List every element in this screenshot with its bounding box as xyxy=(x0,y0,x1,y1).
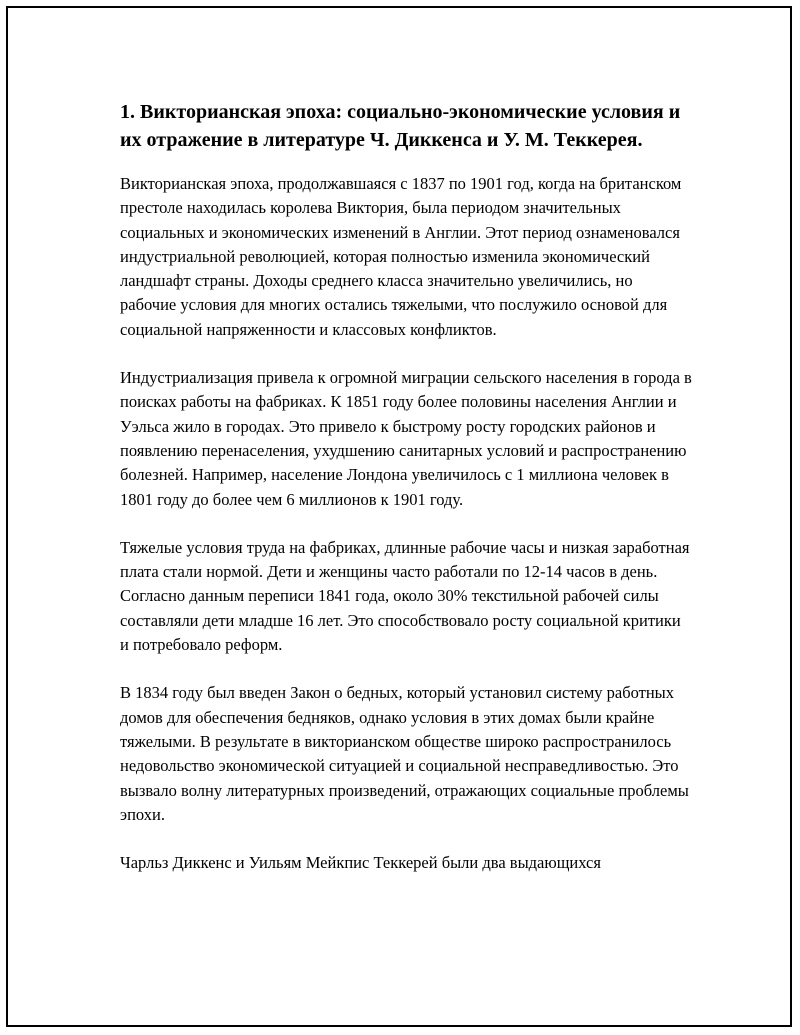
paragraph-working-conditions: Тяжелые условия труда на фабриках, длинные рабочие часы и низкая заработная плата стали нормой. Дети и женщины часто работали по 12-14 часов в день. Согласно данным переписи 1841 года, около 30% текстильной рабочей силы составляли дети младше 16 лет. Это способствовало росту социальной критики и потребовало реформ. xyxy=(120,537,690,655)
paragraph-victorian-era: Викторианская эпоха, продолжавшаяся с 1837 по 1901 год, когда на британском престоле находилась королева Виктория, была периодом значительных социальных и экономических изменений в Англии. Этот период ознаменовался индустриальной революцией, которая полностью изменила экономический ландшафт страны. Доходы среднего класса значительно увеличились, но рабочие условия для многих остались тяжелыми, что послужило основой для социальной напряженности и классовых конфликтов. xyxy=(120,174,682,339)
paragraph-dickens-thackeray: Чарльз Диккенс и Уильям Мейкпис Теккерей были два выдающихся xyxy=(120,853,601,873)
paragraph-industrialization: Индустриализация привела к огромной миграции сельского населения в города в поисках работы на фабриках. К 1851 году более половины населения Англии и Уэльса жило в городах. Это привело к быстрому росту городских районов и появлению перенаселения, ухудшению санитарных условий и распространению болезней. Например, население Лондона увеличилось с 1 миллиона человек в 1801 году до более чем 6 миллионов к 1901 году. xyxy=(120,368,692,509)
document-content xyxy=(120,98,692,899)
section-heading: 1. Викторианская эпоха: социально-экономические условия и их отражение в литературе Ч. Диккенса и У. М. Теккерея. xyxy=(120,101,681,151)
paragraph-poor-law: В 1834 году был введен Закон о бедных, который установил систему работных домов для обеспечения бедняков, однако условия в этих домах были крайне тяжелыми. В результате в викторианском обществе широко распространилось недовольство экономической ситуацией и социальной несправедливостью. Это вызвало волну литературных произведений, отражающих социальные проблемы эпохи. xyxy=(120,683,689,824)
document-page xyxy=(6,6,792,1027)
